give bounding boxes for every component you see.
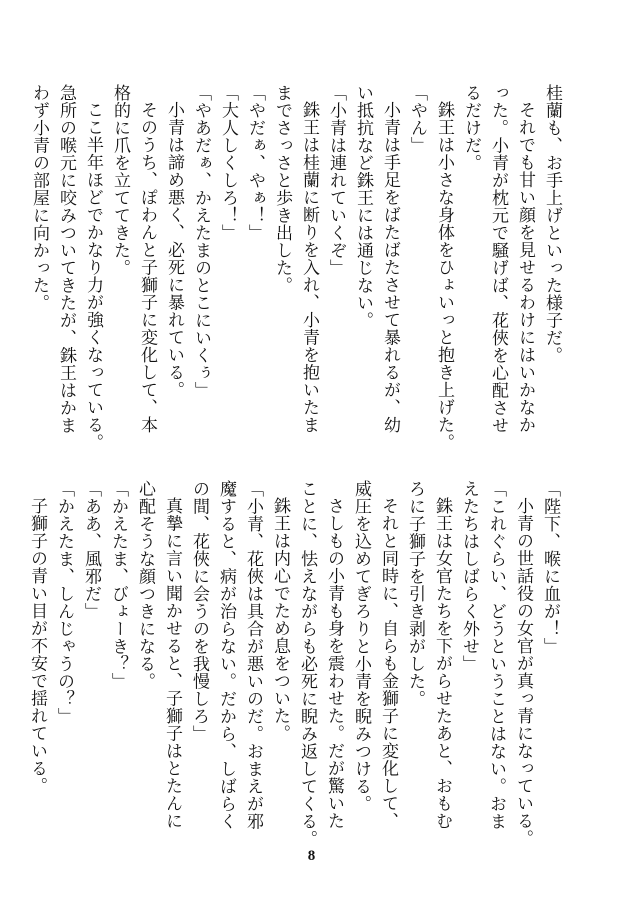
lower-text-block	[23, 480, 563, 848]
text-line: 小青は手足をばたばたさせて暴れるが、幼	[380, 101, 400, 434]
text-line: 「やあだぁ、かえたまのとこにいくぅ」	[191, 84, 211, 399]
text-line: 真摯に言い聞かせると、子獅子はとたんに	[162, 497, 182, 830]
text-line: までさっさと歩き出した。	[272, 84, 292, 294]
text-line: 魔すると、病が治らない。だから、しばらく	[216, 480, 236, 830]
text-line: 「かえたま、しんじゃうの？」	[54, 480, 74, 725]
text-line: そのうち、ぽわんと子獅子に変化して、本	[137, 101, 157, 434]
text-line: 桂蘭も、お手上げといった様子だ。	[542, 84, 562, 364]
text-line: 銖王は桂蘭に断りを入れ、小青を抱いたま	[299, 101, 319, 434]
text-line: 「大人しくしろ！」	[218, 84, 238, 242]
text-line: 「やだぁ、やぁ！」	[245, 84, 265, 242]
text-line: 「かえたま、びょーき？」	[108, 480, 128, 690]
text-line: 格的に爪を立ててきた。	[110, 84, 130, 277]
text-line: それと同時に、自らも金獅子に変化して、	[378, 497, 398, 830]
text-line: 「やん」	[407, 84, 427, 154]
text-line: 「陛下、喉に血が！」	[540, 480, 560, 655]
text-line: 小青の世話役の女官が真っ青になっている。	[513, 497, 533, 847]
text-line: 急所の喉元に咬みついてきたが、銖王はかま	[56, 84, 76, 434]
text-line: るだけだ。	[461, 84, 481, 172]
text-line: った。小青が枕元で騒げば、花俠を心配させ	[488, 84, 508, 434]
text-line: 威圧を込めてぎろりと小青を睨みつける。	[351, 480, 371, 813]
text-line: の間、花俠に会うのを我慢しろ」	[189, 480, 209, 743]
text-line: えたちはしばらく外せ」	[459, 480, 479, 673]
page-number: 8	[307, 848, 316, 864]
upper-text-block	[25, 84, 565, 474]
text-line: わず小青の部屋に向かった。	[29, 84, 49, 312]
text-line: 「これぐらい、どうということはない。おま	[486, 480, 506, 830]
text-line: 心配そうな顔つきになる。	[135, 480, 155, 690]
text-line: ことに、怯えながらも必死に睨み返してくる。	[297, 480, 317, 848]
text-line: 銖王は小さな身体をひょいっと抱き上げた。	[434, 101, 454, 451]
text-line: 子獅子の青い目が不安で揺れている。	[27, 497, 47, 795]
text-line: それでも甘い顔を見せるわけにはいかなか	[515, 101, 535, 434]
text-line: ここ半年ほどでかなり力が強くなっている。	[83, 101, 103, 451]
text-line: ろに子獅子を引き剥がした。	[405, 480, 425, 708]
text-line: 「小青は連れていくぞ」	[326, 84, 346, 277]
text-line: 小青は諦め悪く、必死に暴れている。	[164, 101, 184, 399]
text-line: 銖王は女官たちを下がらせたあと、おもむ	[432, 497, 452, 830]
text-line: 銖王は内心でため息をついた。	[270, 497, 290, 742]
text-line: 「小青、花俠は具合が悪いのだ。おまえが邪	[243, 480, 263, 830]
text-line: 「ああ、風邪だ」	[81, 480, 101, 620]
text-line: さしもの小青も身を震わせた。だが驚いた	[324, 497, 344, 830]
text-line: い抵抗など銖王には通じない。	[353, 84, 373, 329]
